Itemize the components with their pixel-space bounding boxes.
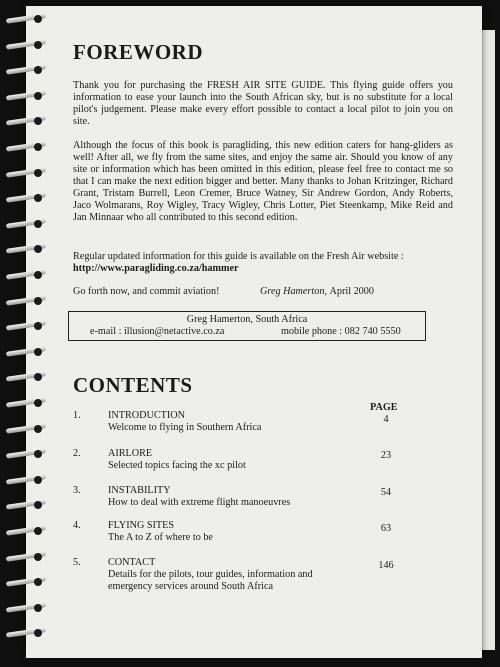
toc-title: AIRLORE	[108, 448, 153, 459]
spiral-coil	[6, 168, 50, 178]
toc-description: Details for the pilots, tour guides, information and emergency services around South Africa	[108, 569, 313, 592]
spiral-coil	[6, 14, 50, 24]
toc-number: 2.	[73, 448, 81, 459]
spiral-coil	[6, 398, 50, 408]
foreword-paragraph-1: Thank you for purchasing the FRESH AIR SITE GUIDE. This flying guide offers you information to ease your launch into the South African sky, but is no substitute for a local pilot's judgement. Please make every effort possible to contact a local pilot to join you on site.	[73, 80, 453, 127]
spiral-coil	[6, 219, 50, 229]
toc-number: 3.	[73, 485, 81, 496]
website-url[interactable]: http://www.paragliding.co.za/hammer	[73, 263, 239, 274]
page-column-header: PAGE	[370, 402, 398, 413]
spiral-coil	[6, 372, 50, 382]
contact-email[interactable]: e-mail : illusion@netactive.co.za	[90, 326, 225, 337]
spiral-coil	[6, 116, 50, 126]
toc-entry[interactable]	[0, 520, 500, 560]
signature-date: April 2000	[329, 286, 374, 297]
toc-description: Welcome to flying in Southern Africa	[108, 422, 262, 433]
spiral-coil	[6, 65, 50, 75]
contact-box	[68, 311, 426, 341]
toc-description: How to deal with extreme flight manoeuvres	[108, 497, 291, 508]
toc-number: 1.	[73, 410, 81, 421]
contents-heading: CONTENTS	[73, 373, 193, 397]
toc-entry[interactable]	[0, 485, 500, 525]
signoff-line	[73, 286, 453, 297]
toc-title: INTRODUCTION	[108, 410, 185, 421]
toc-entry[interactable]	[0, 448, 500, 488]
foreword-heading: FOREWORD	[73, 40, 203, 64]
spiral-coil	[6, 142, 50, 152]
toc-entry[interactable]	[0, 557, 500, 597]
toc-page: 54	[380, 487, 392, 498]
toc-description: Selected topics facing the xc pilot	[108, 460, 246, 471]
toc-page: 4	[383, 414, 389, 425]
toc-number: 5.	[73, 557, 81, 568]
closing-text: Go forth now, and commit aviation!	[73, 286, 220, 297]
spiral-coil	[6, 321, 50, 331]
toc-page: 23	[380, 450, 392, 461]
spiral-coil	[6, 603, 50, 613]
toc-title: CONTACT	[108, 557, 156, 568]
spiral-coil	[6, 91, 50, 101]
toc-page: 146	[378, 560, 394, 571]
toc-title: INSTABILITY	[108, 485, 171, 496]
toc-entry[interactable]	[0, 410, 500, 450]
spiral-coil	[6, 628, 50, 638]
contact-name: Greg Hamerton, South Africa	[186, 314, 308, 325]
spiral-coil	[6, 296, 50, 306]
spiral-coil	[6, 40, 50, 50]
toc-description: The A to Z of where to be	[108, 532, 213, 543]
foreword-paragraph-3	[73, 251, 453, 275]
spiral-coil	[6, 270, 50, 280]
toc-page: 63	[380, 523, 392, 534]
contact-phone: mobile phone : 082 740 5550	[281, 326, 401, 337]
signature	[260, 286, 374, 297]
toc-number: 4.	[73, 520, 81, 531]
website-note: Regular updated information for this guide is available on the Fresh Air website :	[73, 251, 404, 262]
spiral-coil	[6, 347, 50, 357]
spiral-coil	[6, 193, 50, 203]
spiral-coil	[6, 244, 50, 254]
signature-name: Greg Hamerton,	[260, 286, 327, 297]
toc-title: FLYING SITES	[108, 520, 175, 531]
foreword-paragraph-2: Although the focus of this book is paragliding, this new edition caters for hang-gliders as well! After all, we fly from the same sites, and enjoy the same air. Should you know of any site or information which has been omitted in this edition, please feel free to contact me so that I can make the next edition bigger and better. Many thanks to Johan Kritzinger, Richard Grant, Tristam Burrell, Leon Cremer, Bruce Watney, Sir Andrew Gordon, Andy Roberts, Jaco Wolmarans, Roy Wigley, Tracy Wigley, Chris Lotter, Piet Steenkamp, Mike Reid and Jan Minnaar who all contributed to this second edition.	[73, 140, 453, 223]
